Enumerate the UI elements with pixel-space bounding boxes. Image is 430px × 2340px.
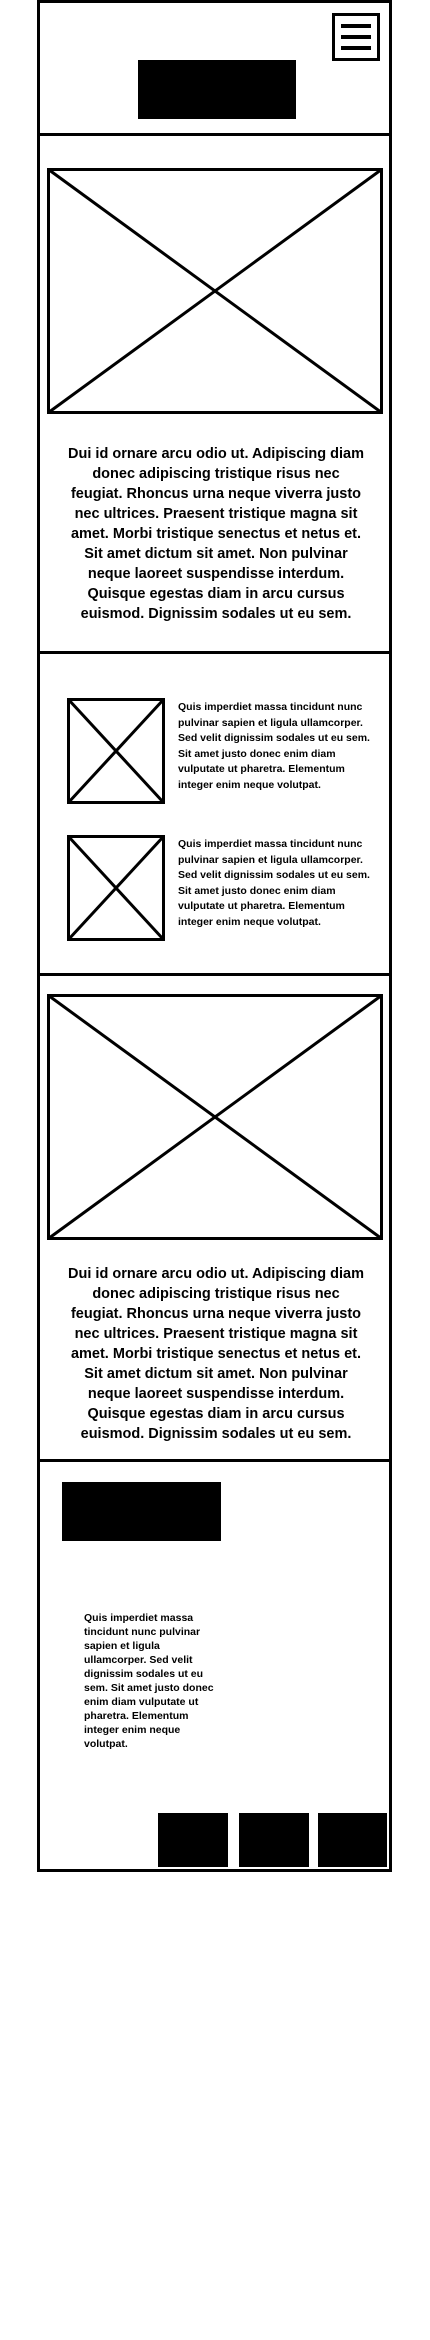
image-placeholder	[67, 835, 165, 941]
section-paragraph: Dui id ornare arcu odio ut. Adipiscing diam donec adipiscing tristique risus nec feugiat. Rhoncus urna neque viverra justo nec ultrices. Praesent tristique magna sit amet. Morbi tristique senectus et netus et. Sit amet dictum sit amet. Non pulvinar neque laoreet suspendisse interdum. Quisque egestas diam in arcu cursus euismod. Dignissim sodales ut eu sem.	[68, 1266, 364, 1442]
footer-button[interactable]	[318, 1813, 387, 1867]
footer-button[interactable]	[158, 1813, 228, 1867]
footer-text: Quis imperdiet massa tincidunt nunc pulvinar sapien et ligula ullamcorper. Sed velit dignissim sodales ut eu sem. Sit amet justo donec enim diam vulputate ut pharetra. Elementum integer enim neque volutpat.	[84, 1612, 214, 1750]
item-text: Quis imperdiet massa tincidunt nunc pulvinar sapien et ligula ullamcorper. Sed velit dignissim sodales ut eu sem. Sit amet justo donec enim diam vulputate ut pharetra. Elementum integer enim neque volutpat.	[178, 838, 370, 928]
footer	[40, 1462, 389, 1872]
hamburger-icon[interactable]	[332, 13, 380, 61]
footer-title-block	[62, 1482, 221, 1541]
footer-button[interactable]	[239, 1813, 309, 1867]
item-text: Quis imperdiet massa tincidunt nunc pulvinar sapien et ligula ullamcorper. Sed velit dignissim sodales ut eu sem. Sit amet justo donec enim diam vulputate ut pharetra. Elementum integer enim neque volutpat.	[178, 701, 370, 791]
content-section-3	[40, 976, 389, 1460]
menu-line	[341, 24, 371, 28]
content-section-1	[40, 136, 389, 651]
image-placeholder	[47, 168, 383, 414]
logo[interactable]	[138, 60, 296, 119]
menu-line	[341, 46, 371, 50]
menu-line	[341, 35, 371, 39]
image-placeholder	[67, 698, 165, 804]
content-section-2	[40, 654, 389, 974]
image-placeholder	[47, 994, 383, 1240]
header	[40, 3, 389, 135]
page-frame	[37, 0, 392, 1872]
section-paragraph: Dui id ornare arcu odio ut. Adipiscing diam donec adipiscing tristique risus nec feugiat. Rhoncus urna neque viverra justo nec ultrices. Praesent tristique magna sit amet. Morbi tristique senectus et netus et. Sit amet dictum sit amet. Non pulvinar neque laoreet suspendisse interdum. Quisque egestas diam in arcu cursus euismod. Dignissim sodales ut eu sem.	[68, 446, 364, 622]
